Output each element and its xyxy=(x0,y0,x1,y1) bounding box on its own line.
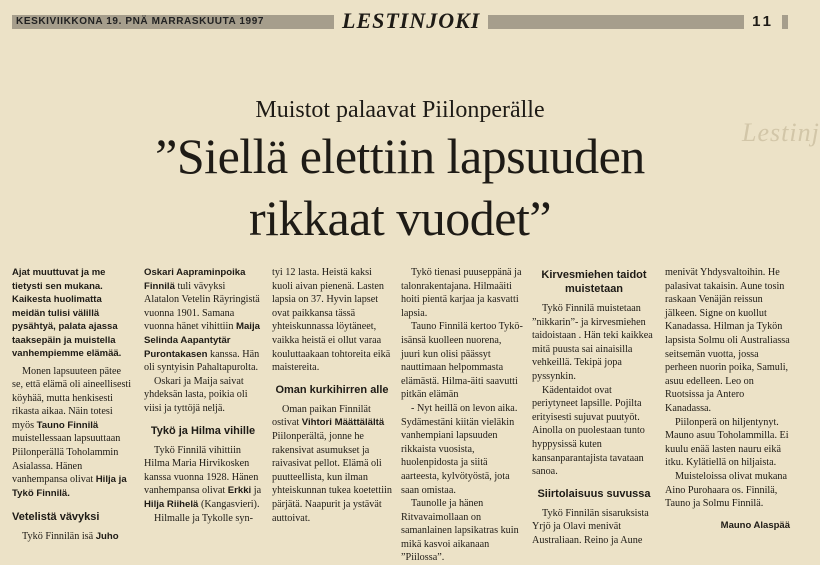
lede-paragraph: Ajat muuttuvat ja me tietysti sen mukana. Kaikesta huolimatta meidän tulisi välillä pysähtyä, palata ajassa taaksepäin ja muistella vanhempiemme elämää. xyxy=(12,267,122,359)
text: (Kangasvieri). xyxy=(200,498,260,510)
newspaper-name: LESTINJOKI xyxy=(334,7,488,34)
article-column-5 xyxy=(532,266,656,548)
paragraph: Tykö tienasi puuseppänä ja talonrakentajana. Hilmaäiti hoiti pientä karjaa ja kasvatti lapsia. xyxy=(401,267,522,319)
bleed-through-text: Lestinj xyxy=(742,118,820,147)
text: Oman paikan Finnilät ostivat xyxy=(272,403,371,429)
kicker-heading: Muistot palaavat Piilonperälle xyxy=(255,97,545,123)
person-name: Erkki xyxy=(227,485,252,497)
person-name: Maija Selinda Aapantytär Purontakasen xyxy=(144,321,260,360)
subheading: Tykö ja Hilma vihille xyxy=(150,424,256,437)
article-column-3 xyxy=(272,266,392,525)
paragraph xyxy=(12,365,134,501)
paragraph: Taunolle ja hänen Ritvavaimollaan on samanlainen lapsikatras kuin mikä kasvoi aikanaan ”Piilossa”. xyxy=(401,498,519,564)
text: Tykö Finnilä vihittiin Hilma Maria Hirvikosken kanssa vuonna 1928. Hänen vanhempansa olivat xyxy=(144,444,259,497)
text: kanssa. Hän oli syntyisin Pahaltapurolta. xyxy=(144,348,260,374)
author-byline: Mauno Alaspää xyxy=(720,519,790,531)
paragraph: Muisteloissa olivat mukana Aino Purohaara os. Finnilä, Tauno ja Solmu Finnilä. xyxy=(665,470,788,510)
paragraph xyxy=(144,266,262,375)
headline-line-1: ”Siellä elettiin lapsuuden xyxy=(155,128,645,184)
article-column-6 xyxy=(665,266,790,532)
person-name: Hilja ja Tykö Finnilä. xyxy=(12,474,127,499)
headline-line-2: rikkaat vuodet” xyxy=(248,190,552,246)
paragraph: Tykö Finnilä muistetaan ”nikkarin”- ja kirvesmiehen taidoistaan . Hän teki kaikkea mitä puusta sai ainaisilla vehkeillä. Tekipä jopa pyssynkin. xyxy=(532,303,653,382)
paragraph xyxy=(12,530,134,544)
text: Tykö Finnilän isä xyxy=(22,531,94,543)
page-number: 11 xyxy=(744,12,782,32)
person-name: Juho xyxy=(95,531,119,543)
person-name: Hilja Riihelä xyxy=(144,498,199,510)
article-column-1 xyxy=(12,266,134,544)
text: Monen lapsuuteen pätee se, että elämä oli aineellisesti köyhää, mutta henkisesti rikasta aikaa. Näin totesi myös xyxy=(12,365,132,431)
person-name: Tauno Finnilä xyxy=(36,419,99,431)
person-name: Vihtori Määttälältä xyxy=(301,417,385,429)
text: ja xyxy=(253,485,262,497)
paragraph: Oskari ja Maija saivat yhdeksän lasta, poikia oli viisi ja tyttöjä neljä. xyxy=(144,375,248,414)
quote-paragraph: - Nyt heillä on levon aika. Sydämestäni kiitän vieläkin vanhempiani lapsuuden rikkaista vuosista, huolenpidosta ja siitä aarteesta, kylvötyöstä, jota saan omistaa. xyxy=(401,402,518,496)
article-column-4 xyxy=(401,266,523,565)
paragraph: menivät Yhdysvaltoihin. He palasivat takaisin. Aune tosin raskaan Venäjän reissun jälkeen. Signe on kuollut Kanadassa. Hilman ja Tykön lapsista Solmu oli Australiassa seitsemän vuotta, jossa perheen nuorin poika, Samuli, asuu edelleen. Leo on Ruotsissa ja Antero Kanadassa. xyxy=(665,267,790,414)
article-column-2 xyxy=(144,266,262,525)
subheading: Kirvesmiehen taidot muistetaan xyxy=(541,269,647,295)
paragraph: Hilmalle ja Tykolle syn- xyxy=(154,512,253,524)
paragraph xyxy=(272,403,392,525)
paragraph: tyi 12 lasta. Heistä kaksi kuoli aivan pienenä. Lasten lapsia on 37. Hyvin lapset ovat paikkansa tässä yhteiskunnassa löytäneet, vaikka heistä ei ollut varaa kouluttaakaan tohtoreita eikä maistereita. xyxy=(272,267,391,374)
issue-date: KESKIVIIKKONA 19. PNÄ MARRASKUUTA 1997 xyxy=(16,16,265,27)
paragraph: Piilonperä on hiljentynyt. Mauno asuu Toholammilla. Ei kuulu enää lasten nauru eikä itku. Kylätiellä on hiljaista. xyxy=(665,416,789,469)
paragraph xyxy=(144,444,262,512)
person-name: Oskari Aapraminpoika Finnilä xyxy=(144,267,246,292)
text: muistellessaan lapsuuttaan Piilonperällä Toholammin Asialassa. Hänen vanhempansa olivat xyxy=(12,433,121,486)
text: Piilonperältä, jonne he rakensivat asumukset ja raivasivat pellot. Elämä oli puutteellista, kun ilman yhteiskunnan tukea koetettiin pärjätä. Naapurit ja ystävät auttoivat. xyxy=(272,430,392,524)
subheading: Vetelistä vävyksi xyxy=(12,511,100,524)
page-header xyxy=(12,10,788,34)
subheading: Siirtolaisuus suvussa xyxy=(537,487,651,500)
subheading: Oman kurkihirren alle xyxy=(275,383,389,396)
text: tuli vävyksi Alatalon Vetelin Räyringistä vuonna 1901. Samana vuonna hänet vihittiin xyxy=(144,280,260,333)
paragraph: Tykö Finnilän sisaruksista Yrjö ja Olavi menivät Australiaan. Reino ja Aune xyxy=(532,507,649,546)
paragraph: Kädentaidot ovat periytyneet lapsille. Pojilta erityisesti sujuvat puutyöt. Ainolla on puolestaan tunto hyppysissä kuten kansanparantajista tavataan sanoa. xyxy=(532,384,645,478)
paragraph: Tauno Finnilä kertoo Tykö-isänsä kuolleen nuorena, juuri kun olisi päässyt nauttimaan helpommasta elämästä. Hilma-äiti saavutti pitkän elämän xyxy=(401,321,523,401)
